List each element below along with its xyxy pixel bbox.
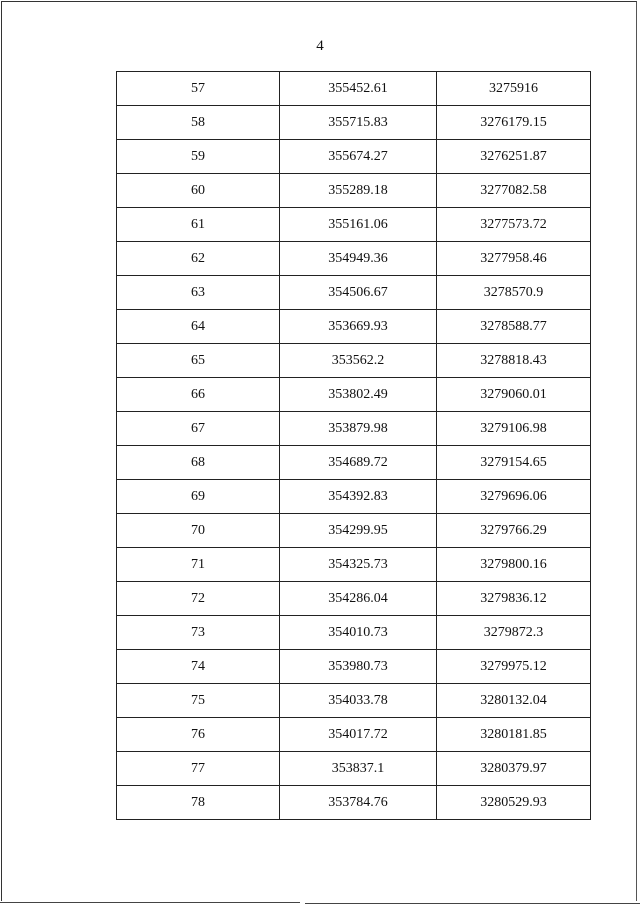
x-coordinate-cell: 354010.73 [280, 616, 437, 650]
y-coordinate-cell: 3277573.72 [437, 208, 591, 242]
point-number-cell: 77 [117, 752, 280, 786]
table-row [117, 72, 591, 106]
x-coordinate-cell: 354033.78 [280, 684, 437, 718]
y-coordinate-cell: 3279696.06 [437, 480, 591, 514]
point-number-cell: 68 [117, 446, 280, 480]
point-number-cell: 67 [117, 412, 280, 446]
table-row [117, 650, 591, 684]
y-coordinate-cell: 3279106.98 [437, 412, 591, 446]
y-coordinate-cell: 3278818.43 [437, 344, 591, 378]
x-coordinate-cell: 355715.83 [280, 106, 437, 140]
y-coordinate-cell: 3279975.12 [437, 650, 591, 684]
x-coordinate-cell: 353784.76 [280, 786, 437, 820]
y-coordinate-cell: 3275916 [437, 72, 591, 106]
table-row [117, 684, 591, 718]
x-coordinate-cell: 353837.1 [280, 752, 437, 786]
table-row [117, 786, 591, 820]
point-number-cell: 66 [117, 378, 280, 412]
y-coordinate-cell: 3277082.58 [437, 174, 591, 208]
point-number-cell: 61 [117, 208, 280, 242]
y-coordinate-cell: 3276251.87 [437, 140, 591, 174]
x-coordinate-cell: 353669.93 [280, 310, 437, 344]
y-coordinate-cell: 3280181.85 [437, 718, 591, 752]
table-row [117, 310, 591, 344]
table-row [117, 208, 591, 242]
x-coordinate-cell: 354506.67 [280, 276, 437, 310]
point-number-cell: 59 [117, 140, 280, 174]
x-coordinate-cell: 353802.49 [280, 378, 437, 412]
table-row [117, 412, 591, 446]
x-coordinate-cell: 354949.36 [280, 242, 437, 276]
point-number-cell: 58 [117, 106, 280, 140]
table-row [117, 276, 591, 310]
point-number-cell: 75 [117, 684, 280, 718]
table-row [117, 174, 591, 208]
y-coordinate-cell: 3278570.9 [437, 276, 591, 310]
table-row [117, 582, 591, 616]
point-number-cell: 64 [117, 310, 280, 344]
y-coordinate-cell: 3280132.04 [437, 684, 591, 718]
table-row [117, 718, 591, 752]
table-row [117, 752, 591, 786]
x-coordinate-cell: 353562.2 [280, 344, 437, 378]
y-coordinate-cell: 3279872.3 [437, 616, 591, 650]
point-number-cell: 57 [117, 72, 280, 106]
y-coordinate-cell: 3279766.29 [437, 514, 591, 548]
y-coordinate-cell: 3276179.15 [437, 106, 591, 140]
y-coordinate-cell: 3280379.97 [437, 752, 591, 786]
x-coordinate-cell: 354392.83 [280, 480, 437, 514]
table-row [117, 242, 591, 276]
page-number: 4 [316, 38, 324, 54]
x-coordinate-cell: 355452.61 [280, 72, 437, 106]
x-coordinate-cell: 353980.73 [280, 650, 437, 684]
footer-rule [305, 903, 640, 904]
x-coordinate-cell: 355674.27 [280, 140, 437, 174]
table-row [117, 616, 591, 650]
table-row [117, 480, 591, 514]
y-coordinate-cell: 3280529.93 [437, 786, 591, 820]
point-number-cell: 70 [117, 514, 280, 548]
table-row [117, 514, 591, 548]
x-coordinate-cell: 355289.18 [280, 174, 437, 208]
point-number-cell: 62 [117, 242, 280, 276]
x-coordinate-cell: 354689.72 [280, 446, 437, 480]
y-coordinate-cell: 3279800.16 [437, 548, 591, 582]
point-number-cell: 74 [117, 650, 280, 684]
y-coordinate-cell: 3278588.77 [437, 310, 591, 344]
table-row [117, 344, 591, 378]
x-coordinate-cell: 355161.06 [280, 208, 437, 242]
table-row [117, 378, 591, 412]
x-coordinate-cell: 354299.95 [280, 514, 437, 548]
table-row [117, 140, 591, 174]
point-number-cell: 73 [117, 616, 280, 650]
table-row [117, 548, 591, 582]
table-row [117, 106, 591, 140]
coordinate-table-body [117, 72, 591, 820]
point-number-cell: 71 [117, 548, 280, 582]
coordinate-table [116, 71, 591, 820]
point-number-cell: 63 [117, 276, 280, 310]
point-number-cell: 65 [117, 344, 280, 378]
point-number-cell: 72 [117, 582, 280, 616]
x-coordinate-cell: 354325.73 [280, 548, 437, 582]
y-coordinate-cell: 3279154.65 [437, 446, 591, 480]
x-coordinate-cell: 354017.72 [280, 718, 437, 752]
y-coordinate-cell: 3279836.12 [437, 582, 591, 616]
point-number-cell: 78 [117, 786, 280, 820]
table-row [117, 446, 591, 480]
point-number-cell: 60 [117, 174, 280, 208]
x-coordinate-cell: 353879.98 [280, 412, 437, 446]
footer-rule [0, 902, 300, 903]
x-coordinate-cell: 354286.04 [280, 582, 437, 616]
y-coordinate-cell: 3279060.01 [437, 378, 591, 412]
point-number-cell: 69 [117, 480, 280, 514]
point-number-cell: 76 [117, 718, 280, 752]
y-coordinate-cell: 3277958.46 [437, 242, 591, 276]
